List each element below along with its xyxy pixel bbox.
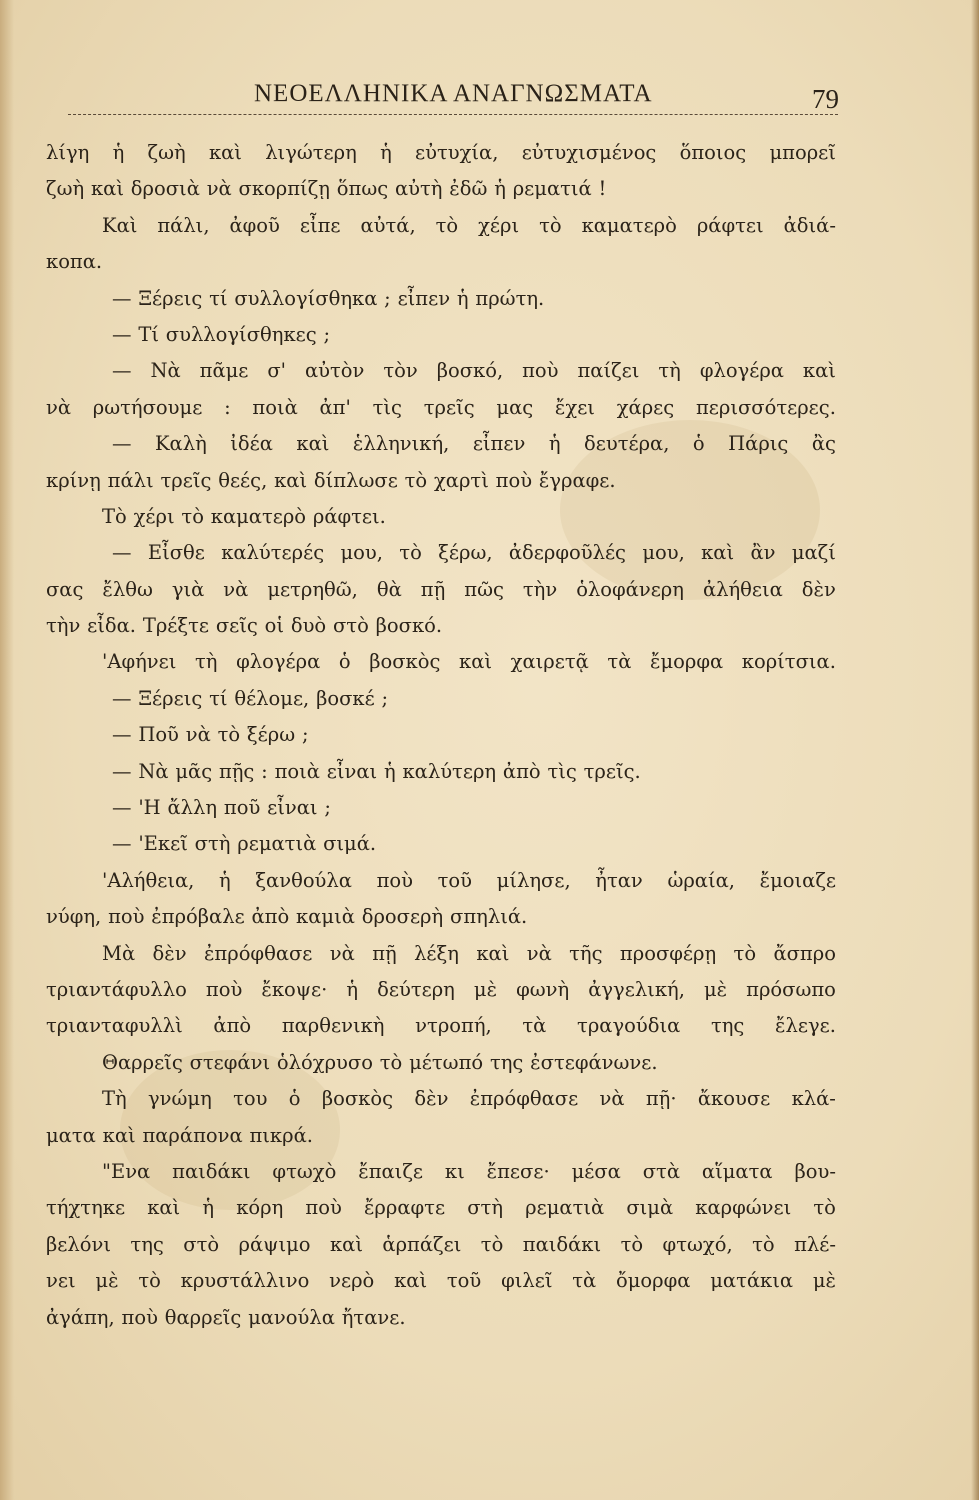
page-gutter-shadow — [0, 0, 14, 1500]
text-line: τὴν εἶδα. Τρέξτε σεῖς οἱ δυὸ στὸ βοσκό. — [46, 614, 443, 638]
text-line: νὰ ρωτήσουμε : ποιὰ ἀπ' τὶς τρεῖς μας ἔχει χάρες περισσότερες. — [46, 395, 836, 419]
text-line: νει μὲ τὸ κρυστάλλινο νερὸ καὶ τοῦ φιλεῖ τὰ ὄμορφα ματάκια μὲ — [46, 1269, 836, 1293]
text-line: — Νὰ μᾶς πῇς : ποιὰ εἶναι ἡ καλύτερη ἀπὸ τὶς τρεῖς. — [112, 759, 641, 783]
text-line: ματα καὶ παράπονα πικρά. — [46, 1123, 313, 1147]
text-line: τριαντάφυλλο ποὺ ἔκοψε· ἡ δεύτερη μὲ φωνὴ ἀγγελική, μὲ πρόσωπο — [46, 977, 836, 1001]
text-line: — Εἶσθε καλύτερές μου, τὸ ξέρω, ἀδερφοῦλές μου, καὶ ἂν μαζί — [112, 541, 836, 565]
text-line: — Καλὴ ἰδέα καὶ ἑλληνική, εἶπεν ἡ δευτέρα, ὁ Πάρις ἂς — [112, 432, 836, 456]
header-rule — [68, 114, 838, 115]
text-line: Τὸ χέρι τὸ καματερὸ ράφτει. — [102, 504, 386, 528]
text-line: ζωὴ καὶ δροσιὰ νὰ σκορπίζῃ ὅπως αὐτὴ ἐδῶ ἡ ρεματιά ! — [46, 177, 607, 201]
text-line: Τὴ γνώμη του ὁ βοσκὸς δὲν ἐπρόφθασε νὰ πῇ· ἄκουσε κλά- — [102, 1087, 836, 1111]
text-line: 'Αφήνει τὴ φλογέρα ὁ βοσκὸς καὶ χαιρετᾷ τὰ ἔμορφα κορίτσια. — [102, 650, 836, 674]
text-line: — Ξέρεις τί θέλομε, βοσκέ ; — [112, 686, 389, 710]
page-edge-shadow — [971, 0, 979, 1500]
text-line: λίγη ἡ ζωὴ καὶ λιγώτερη ἡ εὐτυχία, εὐτυχισμένος ὅποιος μπορεῖ — [46, 141, 836, 164]
text-line: 'Αλήθεια, ἡ ξανθούλα ποὺ τοῦ μίλησε, ἦταν ὡραία, ἔμοιαζε — [102, 868, 836, 892]
text-line: τριανταφυλλὶ ἀπὸ παρθενικὴ ντροπή, τὰ τραγούδια της ἔλεγε. — [46, 1014, 836, 1038]
running-title: ΝΕΟΕΛΛΗΝΙΚΑ ΑΝΑΓΝΩΣΜΑΤΑ — [254, 80, 653, 107]
text-line: — 'Εκεῖ στὴ ρεματιὰ σιμά. — [112, 832, 377, 856]
text-line: — 'Η ἄλλη ποῦ εἶναι ; — [112, 796, 331, 820]
text-line: βελόνι της στὸ ράψιμο καὶ ἁρπάζει τὸ παιδάκι τὸ φτωχό, τὸ πλέ- — [46, 1232, 836, 1256]
body-text — [46, 135, 836, 1336]
text-line: κοπα. — [46, 250, 103, 274]
text-line: Μὰ δὲν ἐπρόφθασε νὰ πῇ λέξη καὶ νὰ τῆς προσφέρῃ τὸ ἄσπρο — [102, 941, 836, 965]
text-line: ἀγάπη, ποὺ θαρρεῖς μανούλα ἤτανε. — [46, 1305, 406, 1329]
text-line: — Τί συλλογίσθηκες ; — [112, 322, 331, 346]
text-line: — Ξέρεις τί συλλογίσθηκα ; εἶπεν ἡ πρώτη. — [112, 286, 545, 310]
page-header — [68, 76, 858, 116]
text-line: Καὶ πάλι, ἀφοῦ εἶπε αὐτά, τὸ χέρι τὸ καματερὸ ράφτει ἀδιά- — [102, 213, 836, 237]
text-line: Θαρρεῖς στεφάνι ὁλόχρυσο τὸ μέτωπό της ἐστεφάνωνε. — [102, 1050, 658, 1074]
text-line: τήχτηκε καὶ ἡ κόρη ποὺ ἔρραφτε στὴ ρεματιὰ σιμὰ καρφώνει τὸ — [46, 1196, 836, 1220]
text-line: νύφη, ποὺ ἐπρόβαλε ἀπὸ καμιὰ δροσερὴ σπηλιά. — [46, 905, 528, 929]
text-line: "Ενα παιδάκι φτωχὸ ἔπαιζε κι ἔπεσε· μέσα στὰ αἵματα βου- — [102, 1159, 836, 1183]
text-line: σας ἔλθω γιὰ νὰ μετρηθῶ, θὰ πῇ πῶς τὴν ὁλοφάνερη ἀλήθεια δὲν — [46, 577, 836, 601]
text-line: — Νὰ πᾶμε σ' αὐτὸν τὸν βοσκό, ποὺ παίζει τὴ φλογέρα καὶ — [112, 359, 836, 383]
text-line: — Ποῦ νὰ τὸ ξέρω ; — [112, 723, 309, 747]
page-number: 79 — [812, 84, 839, 114]
text-line: κρίνῃ πάλι τρεῖς θεές, καὶ δίπλωσε τὸ χαρτὶ ποὺ ἔγραφε. — [46, 468, 616, 492]
